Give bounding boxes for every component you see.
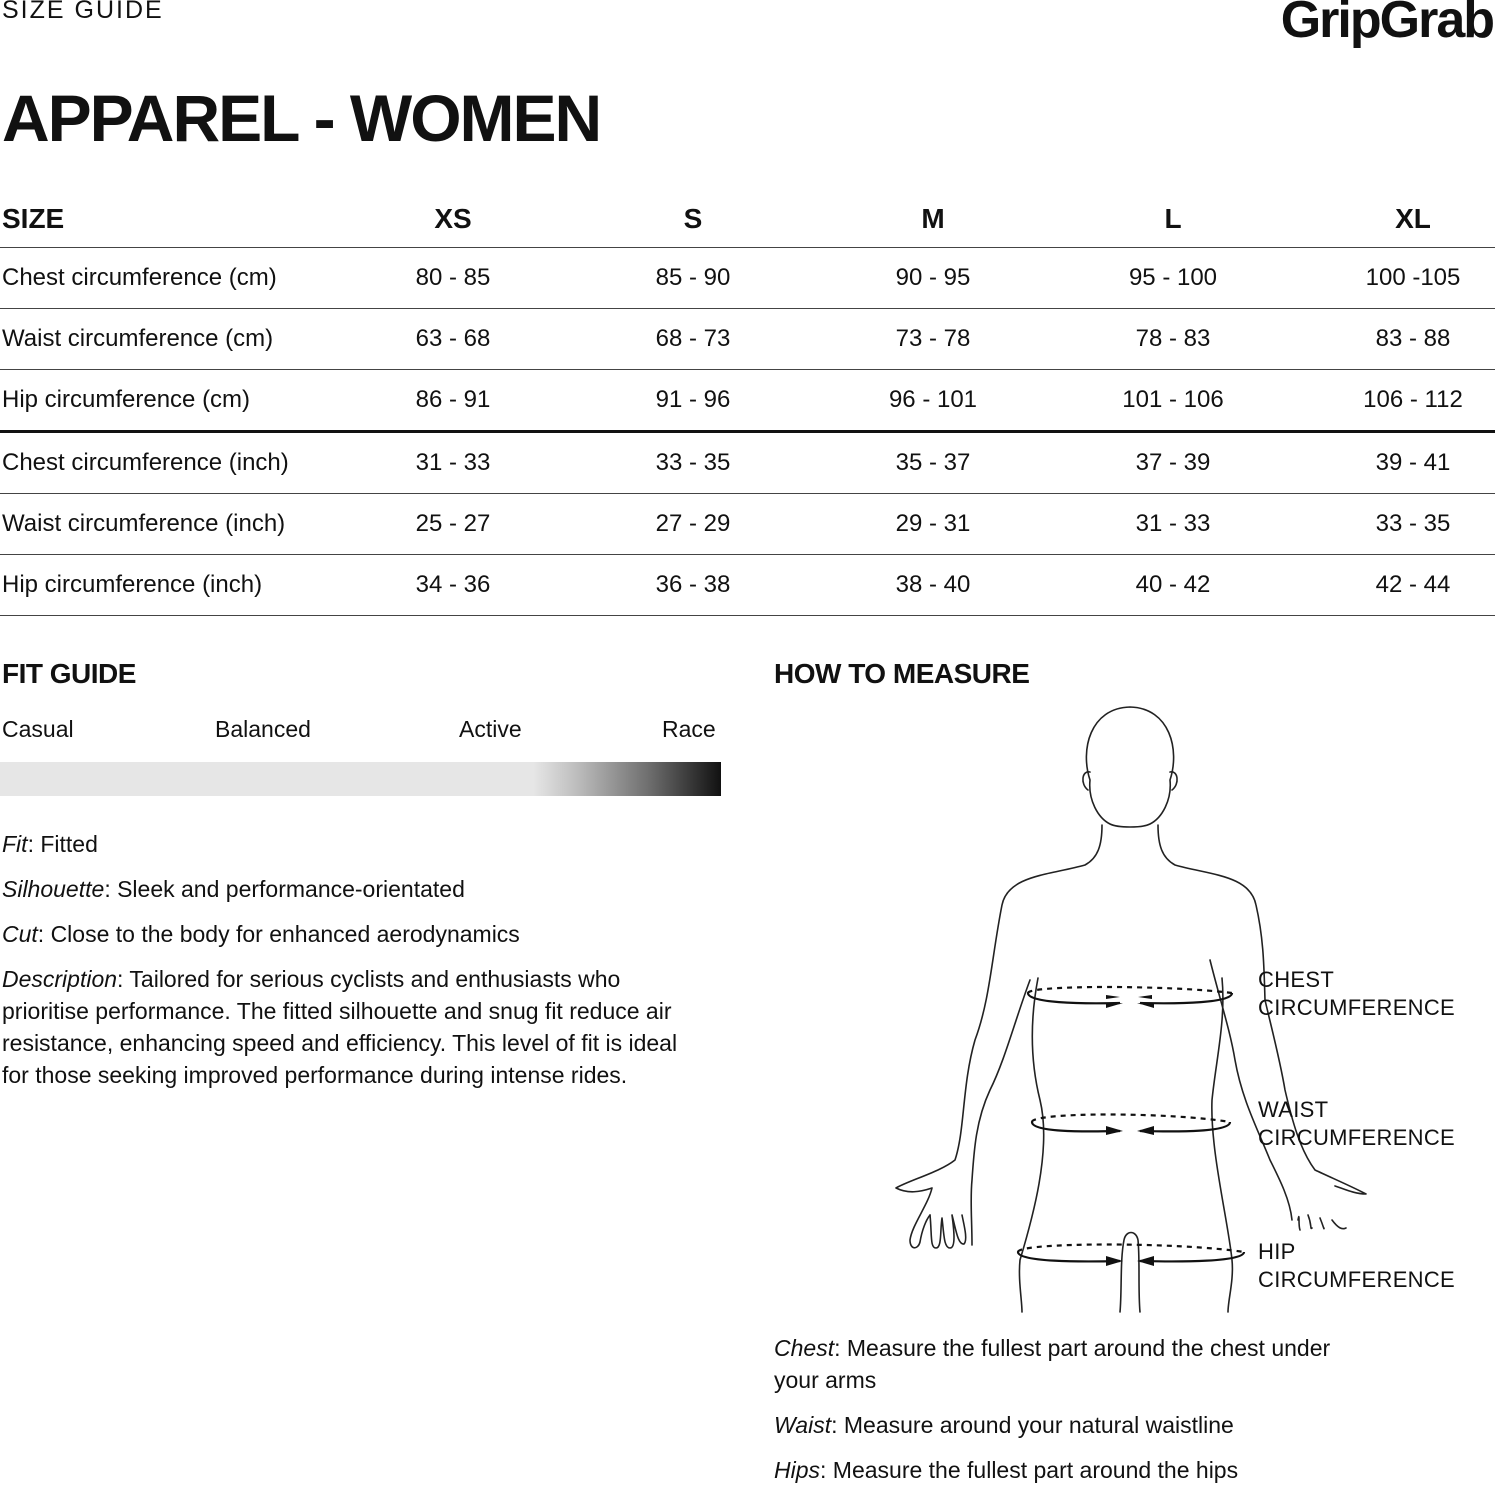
brand-logo: GripGrab <box>1280 0 1493 49</box>
table-cell: 36 - 38 <box>573 555 813 616</box>
hips-term: Hips <box>774 1457 821 1483</box>
fit-label-casual: Casual <box>2 716 74 742</box>
chest-callout <box>1258 966 1455 1022</box>
fit-guide-title: FIT GUIDE <box>2 658 136 689</box>
table-cell: 91 - 96 <box>573 370 813 432</box>
table-cell: 29 - 31 <box>813 494 1053 555</box>
table-cell: 100 -105 <box>1293 248 1495 309</box>
table-cell: 38 - 40 <box>813 555 1053 616</box>
table-cell: 31 - 33 <box>333 432 573 494</box>
row-label: Chest circumference (inch) <box>0 432 333 494</box>
fit-term: Fit <box>2 831 28 857</box>
fit-detail <box>2 828 712 860</box>
silhouette-value: : Sleek and performance-orientated <box>104 876 465 902</box>
table-cell: 101 - 106 <box>1053 370 1293 432</box>
table-cell: 25 - 27 <box>333 494 573 555</box>
table-row <box>0 555 1495 616</box>
page-title: APPAREL - WOMEN <box>2 81 601 155</box>
description-term: Description <box>2 966 118 992</box>
table-cell: 83 - 88 <box>1293 309 1495 370</box>
table-cell: 96 - 101 <box>813 370 1053 432</box>
chest-callout-line1: CHEST <box>1258 967 1335 992</box>
table-cell: 106 - 112 <box>1293 370 1495 432</box>
chest-term: Chest <box>774 1335 835 1361</box>
size-table <box>0 190 1495 616</box>
hip-measure-loop <box>1018 1245 1244 1262</box>
size-header-xs: XS <box>333 190 573 248</box>
fit-label-balanced: Balanced <box>215 716 311 742</box>
chest-measure-loop <box>1028 987 1232 1003</box>
size-header-l: L <box>1053 190 1293 248</box>
table-cell: 34 - 36 <box>333 555 573 616</box>
fingers-right-outline <box>1298 1215 1346 1230</box>
how-to-measure-title: HOW TO MEASURE <box>774 658 1030 689</box>
table-cell: 90 - 95 <box>813 248 1053 309</box>
chest-arrow-right <box>1138 995 1152 999</box>
arm-left-inner-outline <box>971 980 1030 1245</box>
table-cell: 37 - 39 <box>1053 432 1293 494</box>
table-cell: 95 - 100 <box>1053 248 1293 309</box>
row-label: Waist circumference (cm) <box>0 309 333 370</box>
waist-callout-line2: CIRCUMFERENCE <box>1258 1125 1456 1150</box>
cut-term: Cut <box>2 921 38 947</box>
waist-instruction-text: : Measure around your natural waistline <box>831 1412 1234 1438</box>
torso-left-outline <box>896 825 1102 1248</box>
fingers-left-outline <box>930 1215 966 1248</box>
table-row <box>0 370 1495 432</box>
table-cell: 68 - 73 <box>573 309 813 370</box>
table-cell: 35 - 37 <box>813 432 1053 494</box>
cut-value: : Close to the body for enhanced aerodynamics <box>37 921 520 947</box>
body-left-side-outline <box>1019 978 1043 1312</box>
size-column-header: SIZE <box>0 190 333 248</box>
row-label: Waist circumference (inch) <box>0 494 333 555</box>
hip-callout <box>1258 1238 1455 1294</box>
silhouette-detail <box>2 873 712 905</box>
table-cell: 73 - 78 <box>813 309 1053 370</box>
hip-callout-line1: HIP <box>1258 1239 1296 1264</box>
table-cell: 42 - 44 <box>1293 555 1495 616</box>
hip-callout-line2: CIRCUMFERENCE <box>1258 1267 1456 1292</box>
waist-term: Waist <box>774 1412 832 1438</box>
table-cell: 85 - 90 <box>573 248 813 309</box>
fit-label-active: Active <box>459 716 522 742</box>
table-row <box>0 248 1495 309</box>
head-outline <box>1086 707 1173 827</box>
hips-instruction <box>774 1454 1474 1486</box>
table-row <box>0 494 1495 555</box>
size-table-header-row <box>0 190 1495 248</box>
silhouette-term: Silhouette <box>2 876 105 902</box>
fit-scale-bar <box>0 762 721 796</box>
row-label: Hip circumference (cm) <box>0 370 333 432</box>
fit-value: : Fitted <box>27 831 98 857</box>
table-cell: 33 - 35 <box>573 432 813 494</box>
fit-label-race: Race <box>662 716 716 742</box>
description-value: : Tailored for serious cyclists and enthusiasts who prioritise performance. The fitted silhouette and snug fit reduce air resistance, enhancing speed and efficiency. This level of fit is ideal for those seeking improved performance during intense rides. <box>2 966 678 1088</box>
chest-instruction-text: : Measure the fullest part around the chest under your arms <box>774 1335 1331 1393</box>
waist-instruction <box>774 1409 1474 1441</box>
description-detail <box>2 963 708 1091</box>
chest-arrow-left <box>1106 995 1120 999</box>
table-cell: 31 - 33 <box>1053 494 1293 555</box>
waist-measure-loop <box>1032 1115 1230 1132</box>
chest-instruction <box>774 1332 1354 1396</box>
size-header-s: S <box>573 190 813 248</box>
hips-instruction-text: : Measure the fullest part around the hips <box>820 1457 1239 1483</box>
body-right-side-outline <box>1212 978 1233 1312</box>
table-row <box>0 309 1495 370</box>
table-cell: 80 - 85 <box>333 248 573 309</box>
table-cell: 39 - 41 <box>1293 432 1495 494</box>
table-cell: 63 - 68 <box>333 309 573 370</box>
waist-callout <box>1258 1096 1455 1152</box>
size-header-m: M <box>813 190 1053 248</box>
table-cell: 27 - 29 <box>573 494 813 555</box>
cut-detail <box>2 918 712 950</box>
chest-callout-line2: CIRCUMFERENCE <box>1258 995 1456 1020</box>
size-guide-eyebrow: SIZE GUIDE <box>2 0 164 24</box>
table-cell: 78 - 83 <box>1053 309 1293 370</box>
row-label: Chest circumference (cm) <box>0 248 333 309</box>
table-row <box>0 432 1495 494</box>
row-label: Hip circumference (inch) <box>0 555 333 616</box>
table-cell: 86 - 91 <box>333 370 573 432</box>
table-cell: 40 - 42 <box>1053 555 1293 616</box>
table-cell: 33 - 35 <box>1293 494 1495 555</box>
waist-callout-line1: WAIST <box>1258 1097 1329 1122</box>
size-header-xl: XL <box>1293 190 1495 248</box>
